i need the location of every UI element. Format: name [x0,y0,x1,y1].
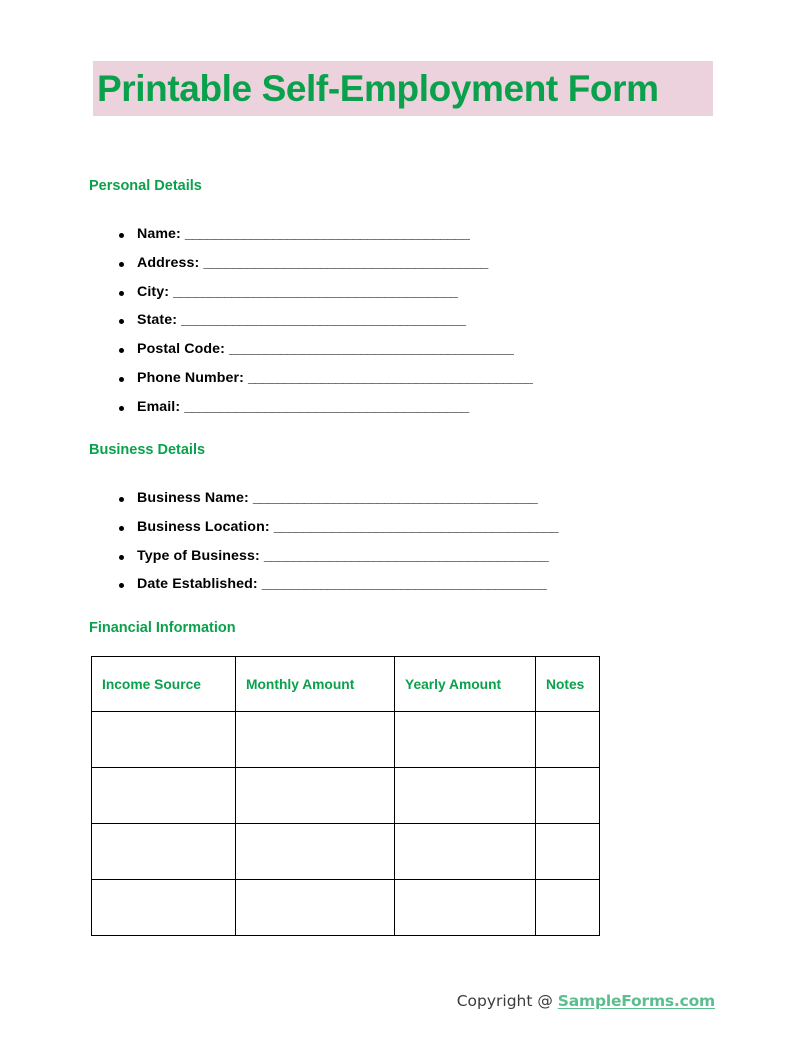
business-detail-label: Business Name: [137,490,253,506]
table-cell[interactable] [536,880,600,936]
business-detail-label: Type of Business: [137,547,264,564]
table-column-header: Monthly Amount [236,657,395,712]
personal-detail-item [113,393,532,422]
table-row [92,768,600,824]
personal-detail-item [113,306,532,335]
table-header-row [92,657,600,712]
business-detail-item [113,513,558,542]
table-column-header: Notes [536,657,600,712]
personal-detail-item [113,249,532,278]
personal-detail-label: Phone Number: [137,369,248,386]
section-heading-business-details: Business Details [89,442,206,458]
personal-details-list [113,220,532,422]
section-heading-financial-information: Financial Information [89,620,236,636]
table-header [92,657,600,712]
footer-copyright [457,992,715,1010]
table-cell[interactable] [236,824,395,880]
sampleforms-link[interactable]: SampleForms.com [557,992,715,1010]
business-detail-blank-line[interactable]: _______________________________________ [261,576,547,593]
personal-detail-blank-line[interactable]: _______________________________________ [247,369,533,386]
table-cell[interactable] [236,880,395,936]
personal-detail-item [113,335,532,364]
section-heading-personal-details: Personal Details [89,178,202,194]
personal-detail-item [113,278,532,307]
personal-detail-blank-line[interactable]: _______________________________________ [173,283,458,300]
business-detail-item [113,570,558,599]
personal-detail-label: Address: [137,254,204,271]
business-detail-label: Business Location: [137,518,274,535]
table-cell[interactable] [92,712,236,768]
table-row [92,880,600,936]
business-detail-item [113,542,558,571]
personal-detail-label: City: [137,283,174,300]
business-detail-blank-line[interactable]: _______________________________________ [263,547,549,564]
table-row [92,712,600,768]
table-column-header: Income Source [92,657,236,712]
personal-detail-label: Name: [137,226,185,242]
personal-detail-label: Postal Code: [137,341,229,358]
table-cell[interactable] [536,824,600,880]
table-cell[interactable] [536,712,600,768]
business-details-list [113,484,558,599]
personal-detail-item [113,364,532,393]
table-row [92,824,600,880]
document-title-banner [93,61,713,116]
table-cell[interactable] [395,712,536,768]
business-detail-blank-line[interactable]: _______________________________________ [252,490,538,506]
table-cell[interactable] [92,880,236,936]
table-column-header: Yearly Amount [395,657,536,712]
personal-detail-label: Email: [137,398,185,415]
table-cell[interactable] [395,824,536,880]
table-cell[interactable] [395,768,536,824]
table-cell[interactable] [395,880,536,936]
business-detail-blank-line[interactable]: _______________________________________ [273,518,559,535]
personal-detail-blank-line[interactable]: _______________________________________ [203,254,488,271]
copyright-text: Copyright @ [456,992,558,1010]
table-cell[interactable] [536,768,600,824]
business-detail-label: Date Established: [137,576,262,593]
personal-detail-blank-line[interactable]: _______________________________________ [181,312,466,329]
personal-detail-blank-line[interactable]: _______________________________________ [184,226,470,242]
table-cell[interactable] [92,768,236,824]
personal-detail-blank-line[interactable]: _______________________________________ [184,398,469,415]
page-title: Printable Self-Employment Form [97,68,659,109]
table-cell[interactable] [92,824,236,880]
personal-detail-label: State: [137,312,182,329]
table-cell[interactable] [236,712,395,768]
financial-information-table [91,656,600,936]
business-detail-item [113,484,558,513]
table-cell[interactable] [236,768,395,824]
personal-detail-item [113,220,532,249]
personal-detail-blank-line[interactable]: _______________________________________ [228,341,514,358]
table-body [92,712,600,936]
